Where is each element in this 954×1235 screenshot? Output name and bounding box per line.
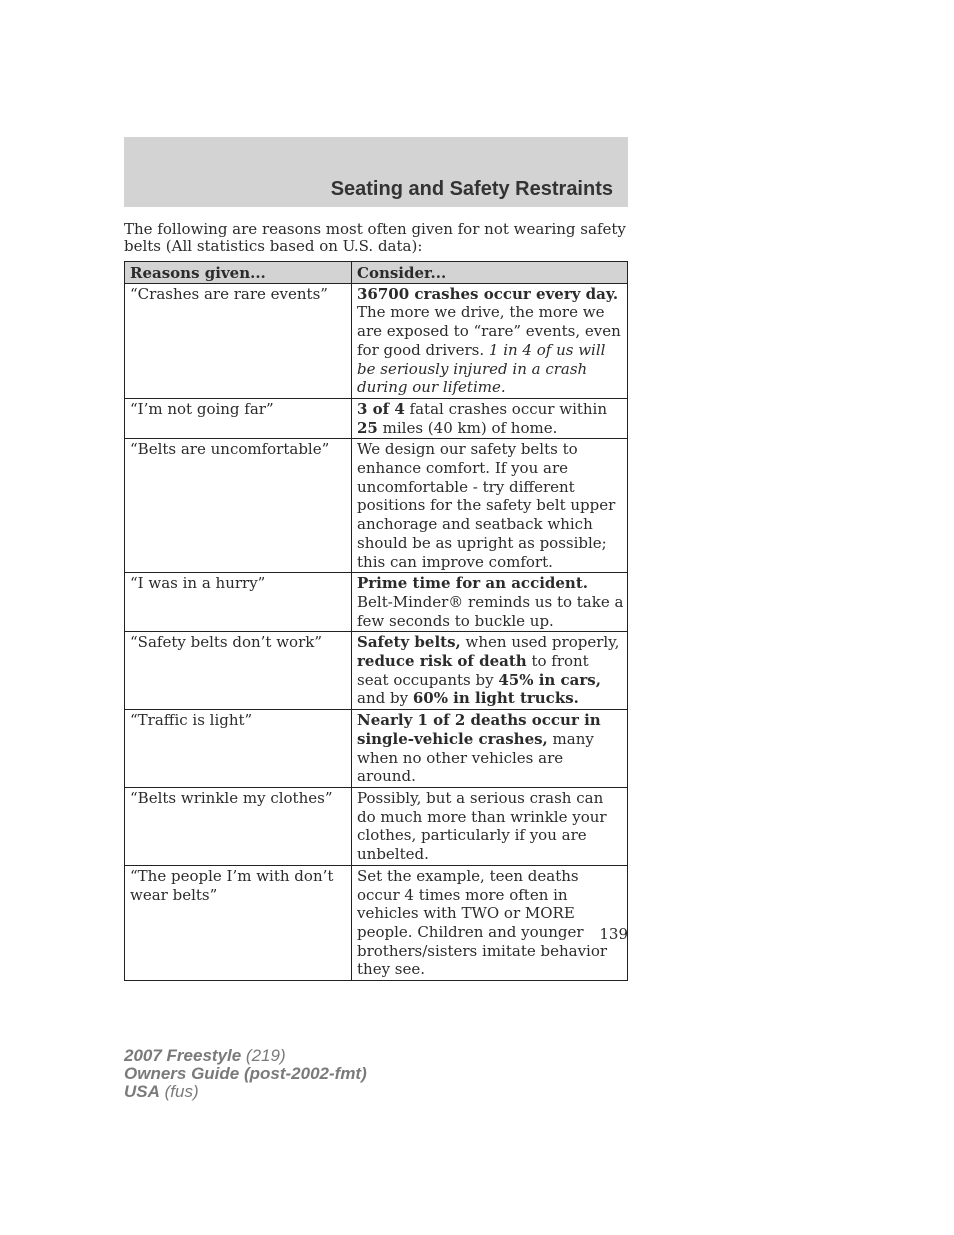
- column-header-reasons: Reasons given...: [125, 262, 352, 284]
- footer-market: USA: [124, 1082, 160, 1101]
- consider-text-segment: Nearly 1 of 2 deaths occur in single-vehicle crashes,: [357, 711, 601, 748]
- document-footer: [124, 1047, 367, 1101]
- table-header-row: [125, 262, 628, 284]
- consider-text-segment: The more we drive, the more we are exposed to “rare” events, even for good drivers.: [357, 303, 621, 359]
- consider-text-segment: miles (40 km) of home.: [377, 418, 558, 437]
- reasons-table: [124, 261, 628, 981]
- consider-cell: [352, 439, 628, 573]
- consider-text-segment: Prime time for an accident.: [357, 574, 588, 593]
- table-row: [125, 632, 628, 710]
- consider-text-segment: Safety belts,: [357, 633, 461, 652]
- consider-text-segment: Set the example, teen deaths occur 4 times more often in vehicles with TWO or MORE people. Children and younger brothers/sisters imitate behavior they see.: [357, 866, 608, 979]
- consider-text-segment: and by: [357, 689, 413, 708]
- consider-text-segment: many when no other vehicles are around.: [357, 729, 594, 786]
- intro-paragraph: The following are reasons most often given for not wearing safety belts (All statistics based on U.S. data):: [124, 220, 626, 255]
- column-header-consider: Consider...: [352, 262, 628, 284]
- footer-line-1: [124, 1047, 367, 1065]
- consider-text-segment: 3 of 4: [357, 399, 405, 418]
- table-row: [125, 283, 628, 398]
- section-title: Seating and Safety Restraints: [330, 178, 613, 200]
- reason-cell: “The people I’m with don’t wear belts”: [125, 865, 352, 980]
- consider-text-segment: to front seat occupants by: [357, 652, 589, 689]
- consider-cell: [352, 283, 628, 398]
- consider-cell: [352, 787, 628, 865]
- footer-model-code: (219): [241, 1046, 286, 1065]
- consider-text-segment: when used properly,: [460, 633, 620, 652]
- footer-line-3: [124, 1083, 367, 1101]
- table-row: [125, 865, 628, 980]
- footer-model: 2007 Freestyle: [124, 1046, 242, 1065]
- consider-cell: [352, 710, 628, 788]
- consider-text-segment: We design our safety belts to enhance comfort. If you are uncomfortable - try different positions for the safety belt upper anchorage and seatback which should be as upright as possible; this can improve comfort.: [357, 440, 616, 571]
- consider-text-segment: reduce risk of death: [357, 652, 527, 671]
- table-body: [125, 283, 628, 980]
- consider-text-segment: 45% in cars,: [498, 670, 601, 689]
- reason-cell: “Safety belts don’t work”: [125, 632, 352, 710]
- reason-cell: “Traffic is light”: [125, 710, 352, 788]
- table-row: [125, 787, 628, 865]
- reason-cell: “I’m not going far”: [125, 398, 352, 438]
- consider-text-segment: 36700 crashes occur every day.: [357, 284, 619, 303]
- consider-text-segment: 1 in 4 of us will be seriously injured in a crash during our lifetime.: [357, 340, 606, 397]
- consider-text-segment: Belt-Minder® reminds us to take a few seconds to buckle up.: [357, 592, 624, 630]
- footer-market-code: (fus): [159, 1082, 199, 1101]
- reason-cell: “Belts wrinkle my clothes”: [125, 787, 352, 865]
- table-row: [125, 398, 628, 438]
- table-row: [125, 439, 628, 573]
- consider-cell: [352, 632, 628, 710]
- table-row: [125, 710, 628, 788]
- consider-text-segment: fatal crashes occur within: [404, 399, 608, 418]
- page-number: 139: [599, 925, 628, 943]
- consider-cell: [352, 573, 628, 632]
- consider-cell: [352, 865, 628, 980]
- reason-cell: “I was in a hurry”: [125, 573, 352, 632]
- reason-cell: “Crashes are rare events”: [125, 283, 352, 398]
- footer-line-2: Owners Guide (post-2002-fmt): [124, 1064, 367, 1083]
- consider-text-segment: Possibly, but a serious crash can do much more than wrinkle your clothes, particularly if you are unbelted.: [357, 788, 607, 864]
- consider-text-segment: 25: [357, 418, 378, 437]
- reason-cell: “Belts are uncomfortable”: [125, 439, 352, 573]
- consider-cell: [352, 398, 628, 438]
- consider-text-segment: 60% in light trucks.: [412, 689, 579, 708]
- section-header-band: [124, 137, 628, 207]
- table-row: [125, 573, 628, 632]
